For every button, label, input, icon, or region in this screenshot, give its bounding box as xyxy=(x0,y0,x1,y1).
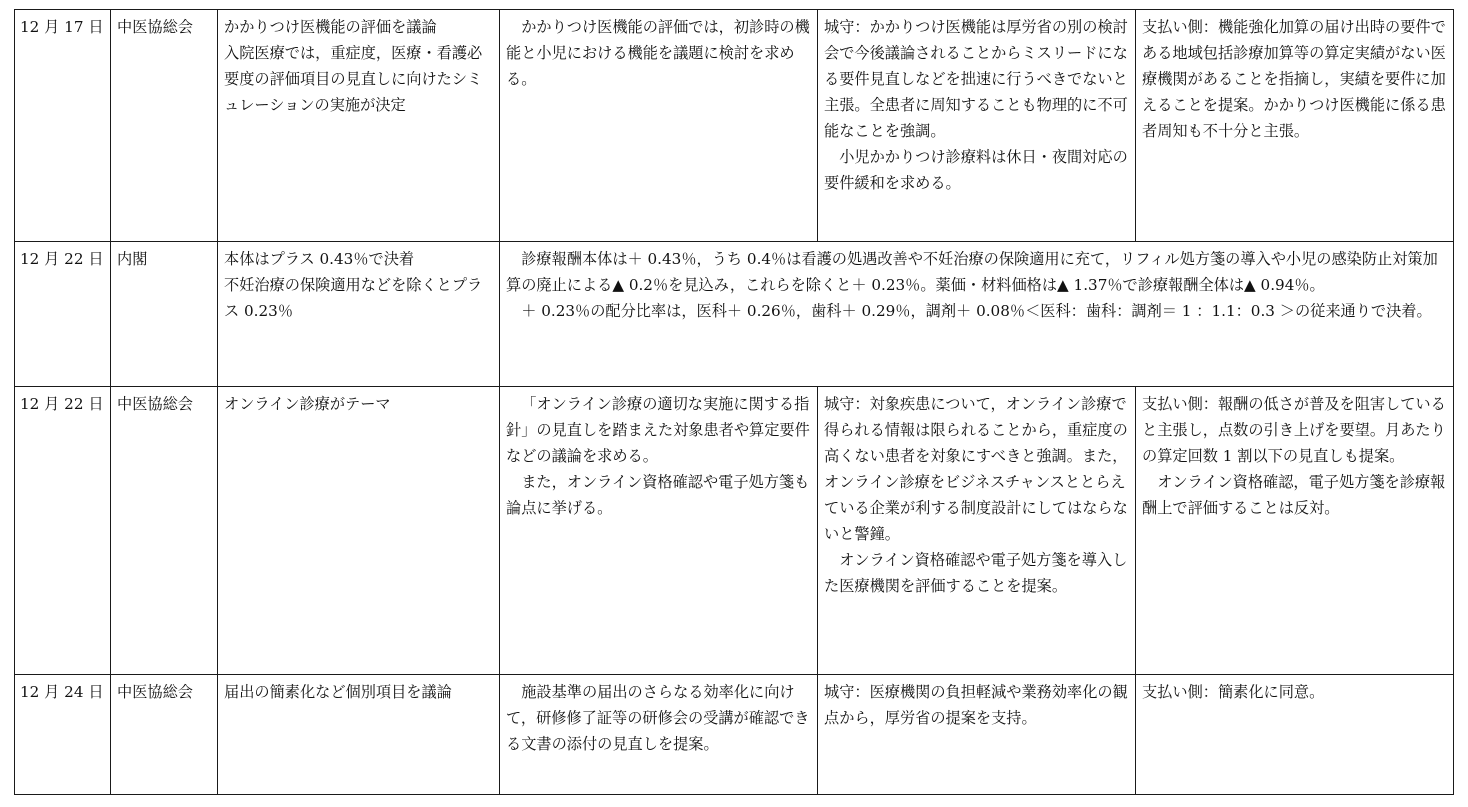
table-row xyxy=(15,387,1454,675)
table-row xyxy=(15,10,1454,242)
provider-paragraph: 城守：医療機関の負担軽減や業務効率化の観点から，厚労省の提案を支持。 xyxy=(824,683,1128,727)
summary-cell xyxy=(218,675,500,795)
minutes-table xyxy=(14,9,1454,795)
proposal-paragraph: また，オンライン資格確認や電子処方箋も論点に挙げる。 xyxy=(506,473,810,517)
summary-line: 入院医療では，重症度，医療・看護必要度の評価項目の見直しに向けたシミュレーションの実施が決定 xyxy=(224,44,483,114)
decision-cell xyxy=(500,242,1454,387)
proposal-paragraph: 「オンライン診療の適切な実施に関する指針」の見直しを踏まえた対象患者や算定要件などの議論を求める。 xyxy=(506,395,810,465)
date-cell: 12 月 24 日 xyxy=(15,675,111,795)
decision-paragraph: 診療報酬本体は＋ 0.43％，うち 0.4％は看護の処遇改善や不妊治療の保険適用に充て，リフィル処方箋の導入や小児の感染防止対策加算の廃止による▲ 0.2％を見込み，これらを除くと＋ 0.23％。薬価・材料価格は▲ 1.37％で診療報酬全体は▲ 0.94％。 xyxy=(506,250,1438,294)
summary-cell xyxy=(218,387,500,675)
provider-paragraph: 小児かかりつけ診療料は休日・夜間対応の要件緩和を求める。 xyxy=(824,148,1128,192)
date-cell: 12 月 22 日 xyxy=(15,387,111,675)
summary-line: オンライン診療がテーマ xyxy=(224,395,391,413)
ministry-proposal-cell xyxy=(500,10,818,242)
table-row xyxy=(15,675,1454,795)
payer-side-cell xyxy=(1136,387,1454,675)
provider-side-cell xyxy=(818,10,1136,242)
proposal-paragraph: かかりつけ医機能の評価では，初診時の機能と小児における機能を議題に検討を求める。 xyxy=(506,18,810,88)
provider-paragraph: 城守：かかりつけ医機能は厚労省の別の検討会で今後議論されることからミスリードになる要件見直しなどを拙速に行うべきでないと主張。全患者に周知することも物理的に不可能なことを強調。 xyxy=(824,18,1128,140)
provider-side-cell xyxy=(818,675,1136,795)
table-row xyxy=(15,242,1454,387)
provider-paragraph: オンライン資格確認や電子処方箋を導入した医療機関を評価することを提案。 xyxy=(824,551,1128,595)
ministry-proposal-cell xyxy=(500,675,818,795)
payer-paragraph: 支払い側：簡素化に同意。 xyxy=(1142,683,1325,701)
organization-cell: 中医協総会 xyxy=(111,10,218,242)
ministry-proposal-cell xyxy=(500,387,818,675)
payer-side-cell xyxy=(1136,675,1454,795)
date-cell: 12 月 17 日 xyxy=(15,10,111,242)
summary-cell xyxy=(218,10,500,242)
summary-line: かかりつけ医機能の評価を議論 xyxy=(224,18,437,36)
decision-paragraph: ＋ 0.23％の配分比率は，医科＋ 0.26％，歯科＋ 0.29％，調剤＋ 0.08％＜医科：歯科：調剤＝ 1 ：1.1：0.3 ＞の従来通りで決着。 xyxy=(521,302,1432,320)
provider-side-cell xyxy=(818,387,1136,675)
date-cell: 12 月 22 日 xyxy=(15,242,111,387)
proposal-paragraph: 施設基準の届出のさらなる効率化に向けて，研修修了証等の研修会の受講が確認できる文書の添付の見直しを提案。 xyxy=(506,683,810,753)
summary-line: 本体はプラス 0.43％で決着 xyxy=(224,250,415,268)
summary-line: 不妊治療の保険適用などを除くとプラス 0.23％ xyxy=(224,276,483,320)
provider-paragraph: 城守：対象疾患について，オンライン診療で得られる情報は限られることから，重症度の高くない患者を対象にすべきと強調。また，オンライン診療をビジネスチャンスととらえている企業が利する制度設計にしてはならないと警鐘。 xyxy=(824,395,1128,543)
payer-paragraph: 支払い側：報酬の低さが普及を阻害していると主張し，点数の引き上げを要望。月あたりの算定回数 1 割以下の見直しも提案。 xyxy=(1142,395,1446,465)
organization-cell: 内閣 xyxy=(111,242,218,387)
organization-cell: 中医協総会 xyxy=(111,675,218,795)
summary-cell xyxy=(218,242,500,387)
organization-cell: 中医協総会 xyxy=(111,387,218,675)
payer-paragraph: 支払い側：機能強化加算の届け出時の要件である地域包括診療加算等の算定実績がない医療機関があることを指摘し，実績を要件に加えることを提案。かかりつけ医機能に係る患者周知も不十分と主張。 xyxy=(1142,18,1446,140)
summary-line: 届出の簡素化など個別項目を議論 xyxy=(224,683,452,701)
payer-side-cell xyxy=(1136,10,1454,242)
payer-paragraph: オンライン資格確認，電子処方箋を診療報酬上で評価することは反対。 xyxy=(1142,473,1446,517)
